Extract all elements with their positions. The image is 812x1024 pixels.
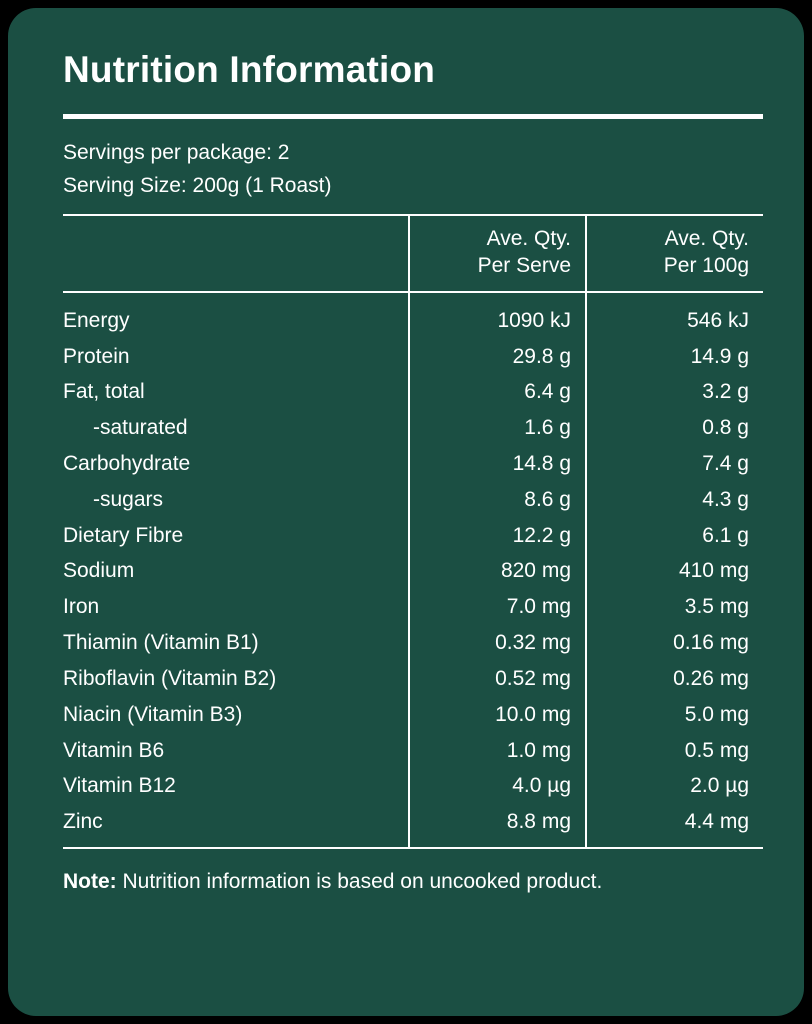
title-divider xyxy=(63,114,763,119)
nutrition-table xyxy=(63,214,763,847)
table-row xyxy=(63,374,763,410)
serving-size: Serving Size: 200g (1 Roast) xyxy=(63,173,332,197)
nutrient-per-100g: 2.0 µg xyxy=(586,768,763,804)
nutrient-name: Vitamin B12 xyxy=(63,774,176,798)
header-nutrient xyxy=(63,215,409,292)
nutrient-per-serve: 8.6 g xyxy=(409,482,586,518)
nutrient-per-serve: 6.4 g xyxy=(409,374,586,410)
table-row xyxy=(63,733,763,769)
table-row xyxy=(63,661,763,697)
nutrient-per-100g: 7.4 g xyxy=(586,446,763,482)
nutrient-name: Energy xyxy=(63,308,130,332)
table-row xyxy=(63,553,763,589)
nutrient-per-100g: 546 kJ xyxy=(586,292,763,339)
table-row xyxy=(63,446,763,482)
nutrient-per-serve: 4.0 µg xyxy=(409,768,586,804)
nutrition-panel xyxy=(8,8,804,1016)
nutrient-per-100g: 14.9 g xyxy=(586,339,763,375)
header-per-serve-line2: Per Serve xyxy=(477,253,571,277)
nutrient-per-serve: 0.52 mg xyxy=(409,661,586,697)
nutrient-name: Niacin (Vitamin B3) xyxy=(63,702,243,726)
nutrient-per-serve: 12.2 g xyxy=(409,518,586,554)
nutrient-name: Fat, total xyxy=(63,380,145,404)
nutrient-name: Vitamin B6 xyxy=(63,738,165,762)
table-row xyxy=(63,292,763,339)
note-label: Note: xyxy=(63,869,117,893)
nutrient-name: -saturated xyxy=(93,416,188,440)
table-row xyxy=(63,410,763,446)
header-per-100g-line2: Per 100g xyxy=(663,253,749,277)
table-row xyxy=(63,804,763,847)
page-title: Nutrition Information xyxy=(63,49,436,90)
note-text xyxy=(63,867,763,897)
nutrition-content xyxy=(63,48,756,986)
table-row xyxy=(63,518,763,554)
nutrient-name: -sugars xyxy=(93,487,164,511)
nutrition-table-head xyxy=(63,215,763,292)
nutrient-per-100g: 4.3 g xyxy=(586,482,763,518)
nutrient-name: Sodium xyxy=(63,559,135,583)
nutrient-per-100g: 6.1 g xyxy=(586,518,763,554)
nutrient-per-100g: 4.4 mg xyxy=(586,804,763,847)
nutrition-table-body xyxy=(63,292,763,847)
nutrient-per-100g: 0.8 g xyxy=(586,410,763,446)
nutrient-per-serve: 1.6 g xyxy=(409,410,586,446)
nutrient-name: Dietary Fibre xyxy=(63,523,184,547)
nutrient-per-serve: 1.0 mg xyxy=(409,733,586,769)
table-row xyxy=(63,768,763,804)
header-per-serve xyxy=(409,215,586,292)
table-row xyxy=(63,625,763,661)
servings-block xyxy=(63,137,756,202)
nutrient-name: Protein xyxy=(63,344,130,368)
nutrient-per-100g: 5.0 mg xyxy=(586,697,763,733)
table-row xyxy=(63,589,763,625)
nutrient-per-serve: 14.8 g xyxy=(409,446,586,482)
nutrient-per-serve: 0.32 mg xyxy=(409,625,586,661)
nutrient-per-100g: 3.5 mg xyxy=(586,589,763,625)
nutrient-name: Thiamin (Vitamin B1) xyxy=(63,631,259,655)
table-row xyxy=(63,482,763,518)
nutrient-per-100g: 410 mg xyxy=(586,553,763,589)
nutrient-name: Iron xyxy=(63,595,100,619)
note-body: Nutrition information is based on uncooked product. xyxy=(116,869,603,893)
nutrient-per-serve: 820 mg xyxy=(409,553,586,589)
nutrient-per-serve: 1090 kJ xyxy=(409,292,586,339)
header-per-100g xyxy=(586,215,763,292)
table-row xyxy=(63,339,763,375)
header-per-100g-line1: Ave. Qty. xyxy=(664,227,749,251)
header-per-serve-line1: Ave. Qty. xyxy=(486,227,571,251)
servings-per-package: Servings per package: 2 xyxy=(63,141,290,165)
nutrient-per-100g: 0.26 mg xyxy=(586,661,763,697)
nutrient-per-serve: 29.8 g xyxy=(409,339,586,375)
nutrient-per-100g: 0.5 mg xyxy=(586,733,763,769)
nutrient-name: Carbohydrate xyxy=(63,452,191,476)
nutrient-per-serve: 10.0 mg xyxy=(409,697,586,733)
nutrient-per-100g: 0.16 mg xyxy=(586,625,763,661)
nutrient-per-100g: 3.2 g xyxy=(586,374,763,410)
nutrient-name: Zinc xyxy=(63,810,103,834)
table-bottom-divider xyxy=(63,847,763,849)
nutrient-per-serve: 8.8 mg xyxy=(409,804,586,847)
nutrient-per-serve: 7.0 mg xyxy=(409,589,586,625)
table-header-row xyxy=(63,215,763,292)
table-row xyxy=(63,697,763,733)
nutrient-name: Riboflavin (Vitamin B2) xyxy=(63,666,277,690)
